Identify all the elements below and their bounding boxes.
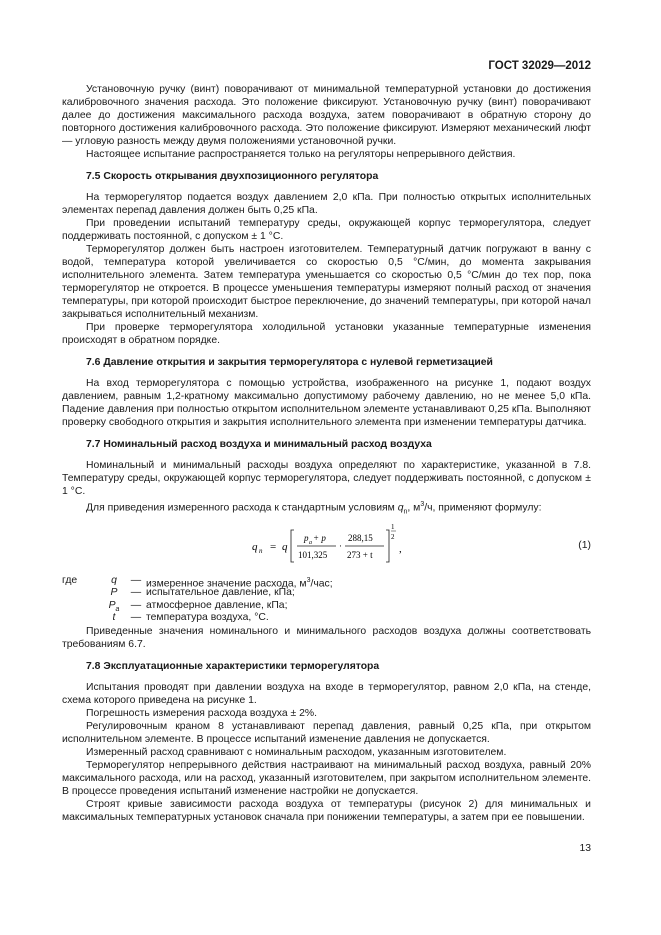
paragraph: Погрешность измерения расхода воздуха ± 2%. — [86, 707, 318, 719]
fraction1-numerator-p: p — [304, 532, 309, 543]
formula-1 — [62, 522, 591, 572]
paragraph: Испытания проводят при давлении воздуха на входе в терморегулятор, равном 2,0 кПа, на стенде, схема которого приведена на рисунке 1. — [62, 681, 591, 706]
formula-expression — [252, 522, 452, 572]
legend-dash: — — [130, 599, 142, 611]
formula-multiply-dot: · — [339, 540, 342, 551]
formula-rhs-q: q — [282, 540, 288, 553]
left-bracket — [291, 530, 294, 562]
legend-dash: — — [130, 612, 142, 624]
formula-legend — [62, 575, 591, 625]
formula-number: (1) — [578, 539, 591, 551]
legend-lead: где — [62, 574, 78, 586]
section-heading-7-6: 7.6 Давление открытия и закрытия терморегулятора с нулевой герметизацией — [86, 357, 493, 368]
paragraph: Регулировочным краном 8 устанавливают перепад давления, равный 0,25 кПа, при открытом исполнительном элементе. В процессе испытаний изменение давления не допускается. — [62, 720, 591, 745]
formula-equals: = — [270, 540, 277, 553]
paragraph: Номинальный и минимальный расходы воздуха определяют по характеристике, указанной в 7.8. Температуру среды, окружающей корпус терморегулятора, следует поддерживать постоянной, с допуском ± 1 °С. — [62, 460, 591, 497]
fraction2-numerator: 288,15 — [348, 532, 373, 543]
paragraph: Терморегулятор должен быть настроен изготовителем. Температурный датчик погружают в ванну с водой, температура которой увеличивается со скоростью 0,5 °С/мин, до момента закрывания исполнительного элемента. Затем температура уменьшается со скоростью 0,5 °С/мин до тех пор, пока терморегулятор не откроется. В процессе уменьшения температуры измеряют полный расход от значения температуры, при которой происходит быстрое переключение, до значений температуры, при которой начал закрываться исполнительный механизм. — [62, 244, 591, 320]
page-number: 13 — [579, 843, 591, 854]
paragraph: Настоящее испытание распространяется только на регуляторы непрерывного действия. — [86, 149, 516, 160]
paragraph: При проведении испытаний температуру среды, окружающей корпус терморегулятора, следует поддерживать постоянной, с допуском ± 1 °С. — [62, 218, 591, 242]
formula-lhs-sub: n — [259, 546, 263, 555]
exponent-denominator: 2 — [391, 532, 395, 541]
formula-comma: , — [399, 542, 402, 555]
page-content — [62, 83, 591, 824]
legend-row — [62, 575, 591, 588]
section-heading-7-8: 7.8 Эксплуатационные характеристики терморегулятора — [86, 660, 380, 672]
legend-text: измеренное значение расхода, $м^3$/час; — [146, 576, 333, 590]
paragraph: Приведенные значения номинального и минимального расходов воздуха должны соответствовать требованиям 6.7. — [62, 625, 591, 650]
legend-symbol: $P_a$ — [108, 599, 120, 613]
right-bracket — [386, 530, 389, 562]
legend-symbol: q — [111, 574, 117, 586]
legend-text: атмосферное давление, кПа; — [146, 599, 288, 611]
paragraph: Терморегулятор непрерывного действия настраивают на минимальный расход воздуха, равный 20% максимального расхода, или на расход, указанный изготовителем, при закрытом исполнительном элементе. В процессе проведения испытаний изменение настройки не допускается. — [62, 759, 591, 797]
legend-symbol: P — [110, 587, 118, 599]
fraction1-numerator-sub: a — [309, 539, 312, 546]
paragraph: Измеренный расход сравнивают с номинальным расходом, указанным изготовителем. — [86, 746, 507, 758]
legend-text: испытательное давление, кПа; — [146, 587, 295, 599]
legend-symbol: t — [112, 612, 116, 624]
standard-code: ГОСТ 32029—2012 — [488, 60, 591, 72]
legend-row — [62, 600, 591, 613]
section-heading-7-5: 7.5 Скорость открывания двухпозиционного регулятора — [86, 171, 379, 182]
paragraph: Установочную ручку (винт) поворачивают от минимальной температурной установки до достижения калибровочного значения расхода. Это положение фиксируют. Установочную ручку (винт) поворачивают далее до достижения максимального расхода воздуха, затем поворачивают в обратную сторону до повторного достижения калибровочного расхода. Это положение фиксируют. Измеряют механический люфт — угловую разность между двумя положениями установочной ручки. — [62, 84, 591, 147]
paragraph: На вход терморегулятора с помощью устройства, изображенного на рисунке 1, подают воздух давлением, равным 1,2-кратному максимально допустимому рабочему давлению, но не менее 5,0 кПа. Падение давления при полностью открытом исполнительном элементе устанавливают 0,25 кПа. Выполняют проверку свободного открытия и закрытия исполнительного элемента при изменении температуры датчика. — [62, 378, 591, 428]
paragraph-formula-intro: Для приведения измеренного расхода к стандартным условиям $q_n$, $м^3/ч$, применяют формулу: — [86, 501, 542, 516]
fraction1-denominator: 101,325 — [298, 549, 328, 560]
paragraph: При проверке терморегулятора холодильной установки указанные температурные изменения происходят в обратном порядке. — [62, 322, 591, 346]
paragraph: Строят кривые зависимости расхода воздуха от температуры (рисунок 2) для минимальных и максимальных температурных установок сначала при понижении температуры, а затем при ее повышении. — [62, 798, 591, 823]
legend-text: температура воздуха, °С. — [146, 612, 269, 624]
legend-lead — [62, 612, 102, 625]
fraction1-numerator-rest: + p — [313, 532, 326, 543]
formula-lhs-q: q — [252, 540, 258, 553]
section-heading-7-7: 7.7 Номинальный расход воздуха и минимальный расход воздуха — [86, 439, 432, 450]
legend-dash: — — [130, 574, 142, 586]
legend-dash: — — [130, 587, 142, 599]
fraction2-denominator: 273 + t — [347, 549, 373, 560]
paragraph: На терморегулятор подается воздух давлением 2,0 кПа. При полностью открытых исполнительных элементах перепад давления должен быть 0,25 кПа. — [62, 192, 591, 216]
legend-row — [62, 612, 591, 625]
legend-lead — [62, 587, 102, 600]
exponent-numerator: 1 — [391, 522, 395, 531]
legend-lead — [62, 600, 102, 613]
